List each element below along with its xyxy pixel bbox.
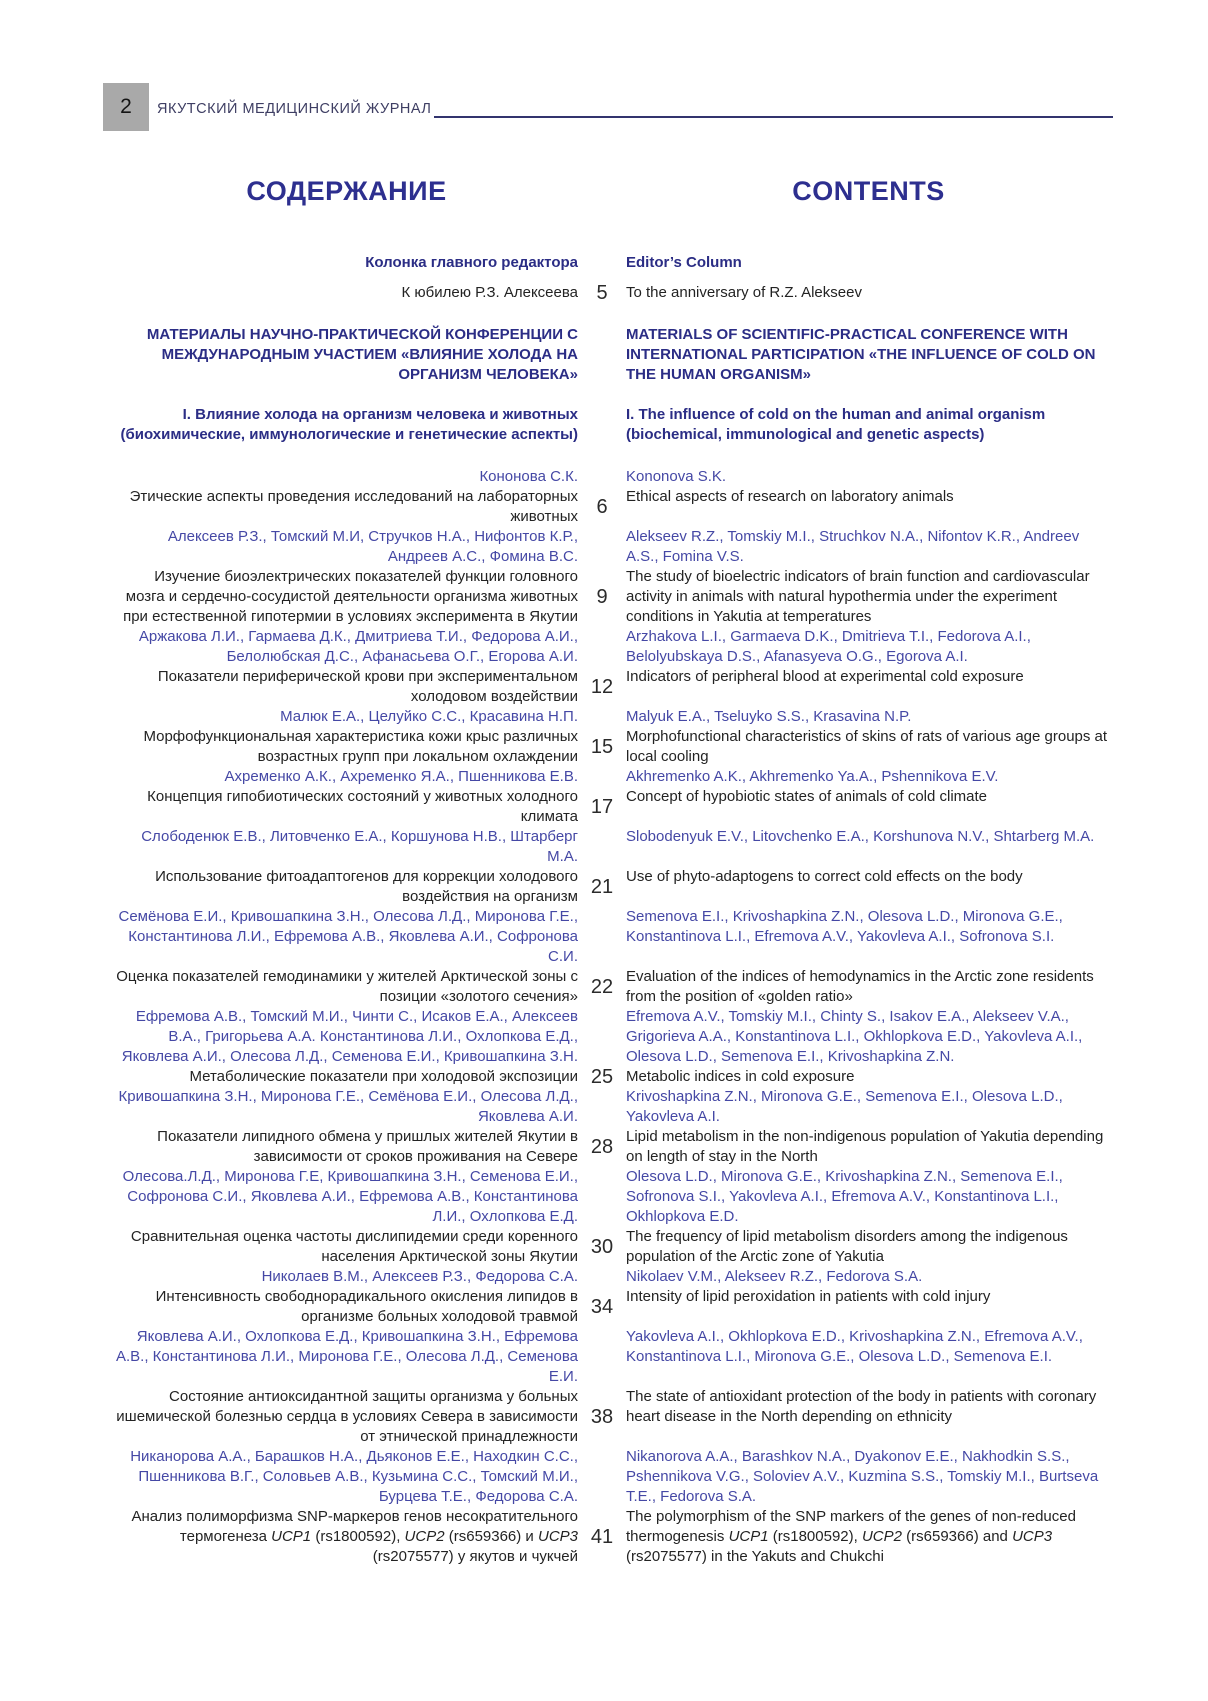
gutter (578, 1447, 626, 1507)
entry-authors-ru: Ефремова А.В., Томский М.И., Чинти С., Исаков Е.А., Алексеев В.А., Григорьева А.А. Константинова Л.И., Охлопкова Е.Д., Яковлева А.И., Олесова Л.Д., Семенова Е.И., Кривошапкина З.Н. (121, 1008, 578, 1065)
gutter (578, 707, 626, 727)
toc-entry-title-row (115, 1507, 1111, 1567)
header-rule (434, 116, 1113, 118)
toc-entry-title-row (115, 1387, 1111, 1447)
section-part1-ru: I. Влияние холода на организм человека и животных (биохимические, иммунологические и генетические аспекты) (120, 406, 578, 443)
entry-page-number: 15 (590, 736, 614, 758)
entry-page-number: 41 (590, 1526, 614, 1548)
page-number: 2 (120, 95, 132, 118)
entry-title-en: To the anniversary of R.Z. Alekseev (626, 284, 862, 301)
entry-authors-en: Nikolaev V.M., Alekseev R.Z., Fedorova S.A. (626, 1268, 923, 1285)
entry-authors-ru: Слободенюк Е.В., Литовченко Е.А., Коршунова Н.В., Штарберг М.А. (141, 828, 578, 865)
entry-authors-en: Yakovleva A.I., Okhlopkova E.D., Krivoshapkina Z.N., Efremova A.V., Konstantinova L.I., Mironova G.E., Olesova L.D., Semenova E.I. (626, 1328, 1083, 1365)
entry-page-number: 22 (590, 976, 614, 998)
toc-entry-authors-row (115, 1327, 1111, 1387)
entry-title-en: Intensity of lipid peroxidation in patients with cold injury (626, 1288, 991, 1305)
gutter (578, 1087, 626, 1127)
gutter (578, 827, 626, 867)
entry-title-en: Morphofunctional characteristics of skins of rats of various age groups at local cooling (626, 728, 1108, 765)
entry-title-en: Lipid metabolism in the non-indigenous population of Yakutia depending on length of stay in the North (626, 1128, 1104, 1165)
entry-authors-en: Olesova L.D., Mironova G.E., Krivoshapkina Z.N., Semenova E.I., Sofronova S.I., Yakovleva A.I., Efremova A.V., Konstantinova L.I., Okhlopkova E.D. (626, 1168, 1063, 1225)
toc-entry-authors-row (115, 907, 1111, 967)
entry-authors-en: Semenova E.I., Krivoshapkina Z.N., Olesova L.D., Mironova G.E., Konstantinova L.I., Efremova A.V., Yakovleva A.I., Sofronova S.I. (626, 908, 1063, 945)
entry-authors-ru: Яковлева А.И., Охлопкова Е.Д., Кривошапкина З.Н., Ефремова А.В., Константинова Л.И., Миронова Г.Е., Олесова Л.Д., Семенова Е.И. (116, 1328, 578, 1385)
entry-page-number: 30 (590, 1236, 614, 1258)
entry-title-en: Concept of hypobiotic states of animals of cold climate (626, 788, 988, 805)
gutter (578, 627, 626, 667)
entry-title-ru: Оценка показателей гемодинамики у жителей Арктической зоны с позиции «золотого сечения» (116, 968, 578, 1005)
entry-title-en: Use of phyto-adaptogens to correct cold effects on the body (626, 868, 1023, 885)
gutter (578, 1007, 626, 1067)
entry-authors-ru: Аржакова Л.И., Гармаева Д.К., Дмитриева Т.И., Федорова А.И., Белолюбская Д.С., Афанасьева О.Г., Егорова А.И. (138, 628, 578, 665)
entry-title-en: Evaluation of the indices of hemodynamics in the Arctic zone residents from the position of «golden ratio» (626, 968, 1094, 1005)
entry-title-ru: Использование фитоадаптогенов для коррекции холодового воздействия на организм (155, 868, 578, 905)
gutter (578, 467, 626, 487)
gutter (578, 405, 626, 445)
toc-content (115, 176, 1111, 1567)
entry-title-ru: К юбилею Р.З. Алексеева (401, 284, 578, 301)
entry-title-ru: Показатели липидного обмена у пришлых жителей Якутии в зависимости от сроков проживания на Севере (157, 1128, 578, 1165)
entry-title-en: Indicators of peripheral blood at experimental cold exposure (626, 668, 1024, 685)
section-editor (115, 253, 1111, 273)
gutter (578, 253, 626, 273)
toc-entry-title-row (115, 1067, 1111, 1087)
entry-title-en: The state of antioxidant protection of the body in patients with coronary heart disease in the North depending on ethnicity (626, 1388, 1097, 1425)
toc-entry-authors-row (115, 827, 1111, 867)
toc-entry-authors-row (115, 467, 1111, 487)
entry-authors-en: Krivoshapkina Z.N., Mironova G.E., Semenova E.I., Olesova L.D., Yakovleva A.I. (626, 1088, 1063, 1125)
entry-title-ru: Показатели периферической крови при экспериментальном холодовом воздействии (157, 668, 578, 705)
entry-authors-ru: Алексеев Р.З., Томский М.И, Стручков Н.А., Нифонтов К.Р., Андреев А.С., Фомина В.С. (167, 528, 578, 565)
toc-entry-title-row (115, 1127, 1111, 1167)
gutter (578, 1267, 626, 1287)
toc-entry-title-row (115, 667, 1111, 707)
toc-entry-title-row (115, 567, 1111, 627)
toc-entry-title-row (115, 1227, 1111, 1267)
toc-title-ru: СОДЕРЖАНИЕ (246, 176, 447, 206)
entry-page-number: 9 (596, 586, 608, 608)
entry-title-en: The frequency of lipid metabolism disorders among the indigenous population of the Arctic zone of Yakutia (626, 1228, 1068, 1265)
entry-page-number: 5 (596, 282, 608, 304)
entry-title-ru: Этические аспекты проведения исследований на лабораторных животных (129, 488, 578, 525)
entry-title-ru: Анализ полиморфизма SNP-маркеров генов несократительного термогенеза UCP1 (rs1800592), UCP2 (rs659366) и UCP3 (rs2075577) у якутов и чукчей (131, 1508, 578, 1565)
section-editor-en: Editor’s Column (626, 254, 742, 271)
toc-entry-authors-row (115, 767, 1111, 787)
entry-authors-en: Nikanorova A.A., Barashkov N.A., Dyakonov E.E., Nakhodkin S.S., Pshennikova V.G., Soloviev A.V., Kuzmina S.S., Tomskiy M.I., Burtseva T.E., Fedorova S.A. (626, 1448, 1099, 1505)
entry-title-ru: Сравнительная оценка частоты дислипидемии среди коренного населения Арктической зоны Якутии (130, 1228, 578, 1265)
toc-entry-authors-row (115, 1267, 1111, 1287)
toc-entry-authors-row (115, 1447, 1111, 1507)
entry-authors-ru: Кривошапкина З.Н., Миронова Г.Е., Семёнова Е.И., Олесова Л.Д., Яковлева А.И. (118, 1088, 578, 1125)
toc-entry-authors-row (115, 1167, 1111, 1227)
entry-page-number: 12 (590, 676, 614, 698)
entry-authors-ru: Кононова С.К. (479, 468, 578, 485)
entry-authors-en: Arzhakova L.I., Garmaeva D.K., Dmitrieva T.I., Fedorova A.I., Belolyubskaya D.S., Afanasyeva O.G., Egorova A.I. (626, 628, 1031, 665)
journal-name: ЯКУТСКИЙ МЕДИЦИНСКИЙ ЖУРНАЛ (157, 101, 432, 117)
page-number-box (103, 83, 149, 131)
entry-title-en: Metabolic indices in cold exposure (626, 1068, 855, 1085)
entry-title-en: The polymorphism of the SNP markers of the genes of non-reduced thermogenesis UCP1 (rs1800592), UCP2 (rs659366) and UCP3 (rs2075577) in the Yakuts and Chukchi (626, 1508, 1076, 1565)
entry-page-number: 17 (590, 796, 614, 818)
entry-authors-en: Alekseev R.Z., Tomskiy M.I., Struchkov N.A., Nifontov K.R., Andreev A.S., Fomina V.S. (626, 528, 1080, 565)
section-materials-en: MATERIALS OF SCIENTIFIC-PRACTICAL CONFERENCE WITH INTERNATIONAL PARTICIPATION «THE INFLUENCE OF COLD ON THE HUMAN ORGANISM» (626, 326, 1096, 383)
entry-title-ru: Интенсивность свободнорадикального окисления липидов в организме больных холодовой травмой (155, 1288, 578, 1325)
entry-title-ru: Концепция гипобиотических состояний у животных холодного климата (147, 788, 578, 825)
gutter (578, 1327, 626, 1387)
toc-entry-authors-row (115, 1007, 1111, 1067)
entry-title-ru: Метаболические показатели при холодовой экспозиции (189, 1068, 578, 1085)
entry-page-number: 25 (590, 1066, 614, 1088)
toc-entry-title-row (115, 487, 1111, 527)
entry-page-number: 6 (596, 496, 608, 518)
entry-page-number: 34 (590, 1296, 614, 1318)
toc-entry-title-row (115, 1287, 1111, 1327)
section-part1-en: I. The influence of cold on the human and animal organism (biochemical, immunological and genetic aspects) (626, 406, 1046, 443)
section-materials-ru: МАТЕРИАЛЫ НАУЧНО-ПРАКТИЧЕСКОЙ КОНФЕРЕНЦИИ С МЕЖДУНАРОДНЫМ УЧАСТИЕМ «ВЛИЯНИЕ ХОЛОДА НА ОРГАНИЗМ ЧЕЛОВЕКА» (146, 326, 578, 383)
gutter (578, 907, 626, 967)
gutter (578, 767, 626, 787)
toc-entry-authors-row (115, 707, 1111, 727)
entry-page-number: 21 (590, 876, 614, 898)
toc-entry-title-row (115, 727, 1111, 767)
entry-authors-en: Akhremenko A.K., Akhremenko Ya.A., Pshennikova E.V. (626, 768, 999, 785)
gutter (578, 325, 626, 385)
toc-title-en: CONTENTS (792, 176, 945, 206)
entry-authors-en: Kononova S.K. (626, 468, 727, 485)
toc-body (115, 253, 1111, 1567)
entry-authors-ru: Семёнова Е.И., Кривошапкина З.Н., Олесова Л.Д., Миронова Г.Е., Константинова Л.И., Ефремова А.В., Яковлева А.И., Софронова С.И. (118, 908, 578, 965)
entry-authors-en: Malyuk E.A., Tseluyko S.S., Krasavina N.P. (626, 708, 912, 725)
toc-titles (115, 176, 1111, 207)
toc-entry-authors-row (115, 627, 1111, 667)
entry-authors-ru: Ахременко А.К., Ахременко Я.А., Пшенникова Е.В. (224, 768, 578, 785)
toc-entry-title-row (115, 967, 1111, 1007)
section-editor-ru: Колонка главного редактора (365, 254, 578, 271)
entry-authors-en: Slobodenyuk E.V., Litovchenko E.A., Korshunova N.V., Shtarberg M.A. (626, 828, 1095, 845)
gutter (578, 1167, 626, 1227)
toc-entry-authors-row (115, 527, 1111, 567)
entry-authors-ru: Малюк Е.А., Целуйко С.С., Красавина Н.П. (280, 708, 578, 725)
section-materials (115, 325, 1111, 385)
toc-entry (115, 283, 1111, 303)
entry-title-en: Ethical aspects of research on laboratory animals (626, 488, 954, 505)
entry-authors-ru: Николаев В.М., Алексеев Р.З., Федорова С.А. (261, 1268, 578, 1285)
entry-authors-ru: Никанорова А.А., Барашков Н.А., Дьяконов Е.Е., Находкин С.С., Пшенникова В.Г., Соловьев А.В., Кузьмина С.С., Томский М.И., Бурцева Т.Е., Федорова С.А. (130, 1448, 578, 1505)
entry-title-en: The study of bioelectric indicators of brain function and cardiovascular activity in animals with natural hypothermia under the experiment conditions in Yakutia at temperatures (626, 568, 1090, 625)
toc-entry-title-row (115, 787, 1111, 827)
entry-title-ru: Состояние антиоксидантной защиты организма у больных ишемической болезнью сердца в условиях Севера в зависимости от этнической принадлежности (116, 1388, 578, 1445)
section-part1 (115, 405, 1111, 445)
entry-title-ru: Изучение биоэлектрических показателей функции головного мозга и сердечно-сосудистой деятельности организма животных при естественной гипотермии в условиях эксперимента в Якутии (123, 568, 578, 625)
entry-authors-en: Efremova A.V., Tomskiy M.I., Chinty S., Isakov E.A., Alekseev V.A., Grigorieva A.A., Konstantinova L.I., Okhlopkova E.D., Yakovleva A.I., Olesova L.D., Semenova E.I., Krivoshapkina Z.N. (626, 1008, 1083, 1065)
entry-title-ru: Морфофункциональная характеристика кожи крыс различных возрастных групп при локальном охлаждении (143, 728, 578, 765)
entry-authors-ru: Олесова.Л.Д., Миронова Г.Е, Кривошапкина З.Н., Семенова Е.И., Софронова С.И., Яковлева А.И., Ефремова А.В., Константинова Л.И., Охлопкова Е.Д. (122, 1168, 578, 1225)
entry-page-number: 38 (590, 1406, 614, 1428)
entry-page-number: 28 (590, 1136, 614, 1158)
toc-entry-title-row (115, 867, 1111, 907)
toc-entry-authors-row (115, 1087, 1111, 1127)
gutter (578, 527, 626, 567)
